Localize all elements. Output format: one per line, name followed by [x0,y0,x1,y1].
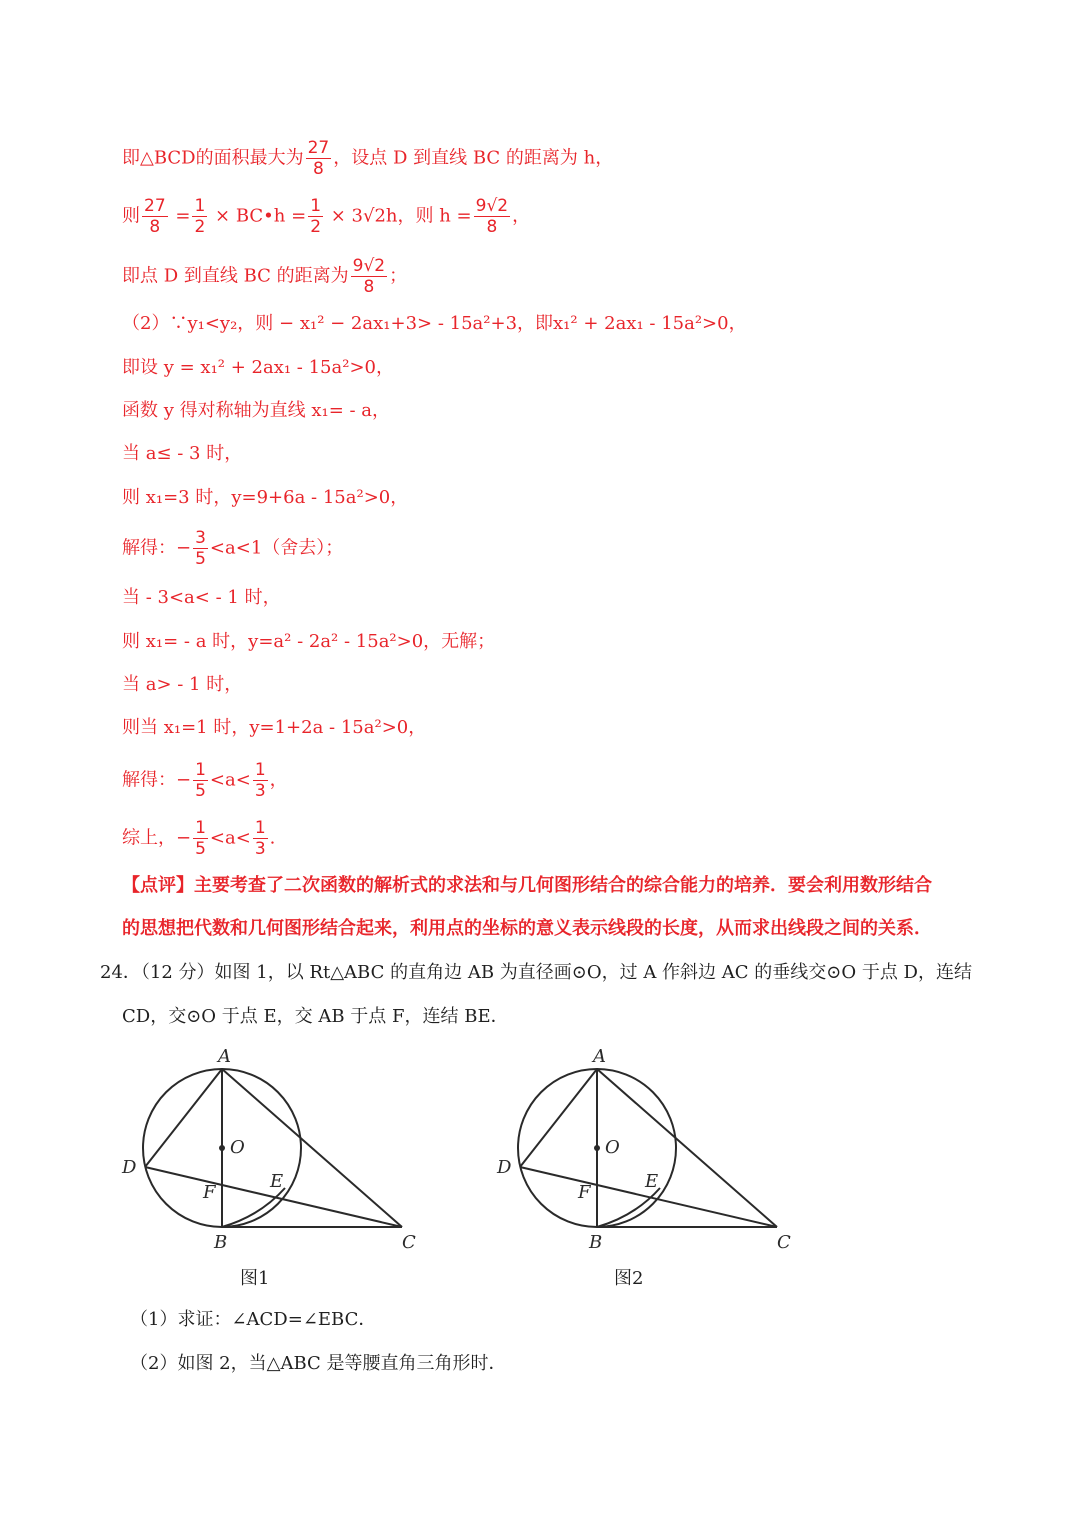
numerator: 1 [195,760,206,780]
denominator: 3 [254,839,266,859]
denominator: 3 [254,781,266,801]
figure-2-caption: 图2 [614,1268,644,1289]
problem-line-1: 24．（12 分）如图 1，以 Rt△ABC 的直角边 AB 为直径画⊙O，过 A 作斜边 AC 的垂线交⊙O 于点 D，连结 [100,962,972,983]
denominator: 2 [194,217,206,237]
label-c: C [777,1232,791,1253]
text: <a< [209,827,251,849]
segment-ad [145,1069,222,1167]
solution-line-13: 则当 x₁=1 时，y=1+2a - 15a²>0， [122,717,427,738]
text: <a< [209,769,251,791]
solution-line-1 [122,138,613,179]
numerator: 1 [310,196,322,216]
numerator: 1 [195,818,206,838]
numerator: 3 [195,528,206,548]
fraction [306,138,332,179]
numerator: 1 [254,760,266,780]
text: 解得：− [122,769,192,791]
segment-ad [520,1069,597,1167]
text: ，设点 D 到直线 BC 的距离为 h， [333,147,614,169]
label-a: A [593,1046,606,1067]
denominator: 5 [195,549,206,569]
text: 主要考查了二次函数的解析式的求法和与几何图形结合的综合能力的培养．要会利用数形结合 [194,875,932,896]
fraction [474,196,510,237]
fraction [142,196,168,237]
comment-tag: 【点评】 [122,875,194,896]
center-point [594,1145,600,1151]
label-f: F [203,1182,216,1203]
numerator: 9√2 [352,256,386,276]
solution-line-12: 当 a> - 1 时， [122,674,243,695]
numerator: 1 [194,196,206,216]
label-f: F [578,1182,591,1203]
denominator: 8 [149,217,161,237]
text: ； [389,265,408,287]
solution-line-10: 当 - 3<a< - 1 时， [122,587,281,608]
text: 则 [122,205,140,227]
label-d: D [497,1157,512,1178]
label-e: E [270,1171,284,1192]
figure-1 [110,1040,430,1260]
text: = [175,205,191,227]
solution-line-6: 函数 y 得对称轴为直线 x₁= - a， [122,400,391,421]
fraction [308,196,323,237]
comment-line-1 [122,874,932,898]
segment-ac [597,1069,777,1227]
fraction [253,760,268,801]
question-1: （1）求证：∠ACD=∠EBC． [130,1309,377,1330]
denominator: 8 [363,277,375,297]
text: 综上，− [122,827,192,849]
comment-line-2: 的思想把代数和几何图形结合起来，利用点的坐标的意义表示线段的长度，从而求出线段之间的关系． [122,918,932,939]
text: × BC•h = [215,205,307,227]
numerator: 27 [307,138,330,158]
label-b: B [214,1232,228,1253]
fraction [192,196,207,237]
label-o: O [605,1137,620,1158]
solution-line-5: 即设 y = x₁² + 2ax₁ - 15a²>0， [122,357,394,378]
solution-line-14 [122,760,288,801]
solution-line-7: 当 a≤ - 3 时， [122,443,243,464]
label-a: A [218,1046,231,1067]
denominator: 5 [195,781,206,801]
denominator: 2 [310,217,322,237]
fraction [193,528,208,569]
fraction [351,256,387,297]
text: 即△BCD的面积最大为 [122,147,304,169]
label-c: C [402,1232,416,1253]
fraction [193,818,208,859]
denominator: 8 [486,217,498,237]
problem-line-2: CD，交⊙O 于点 E，交 AB 于点 F，连结 BE． [122,1006,509,1027]
solution-line-8: 则 x₁=3 时，y=9+6a - 15a²>0， [122,487,409,508]
text: ， [512,205,531,227]
text: ， [269,769,288,791]
segment-ac [222,1069,402,1227]
solution-line-3 [122,256,407,297]
numerator: 27 [144,196,166,216]
fraction [193,760,208,801]
denominator: 8 [313,159,324,179]
center-point [219,1145,225,1151]
text: . [269,827,276,849]
text: <a<1（舍去）； [209,537,344,559]
numerator: 9√2 [475,196,509,216]
figure-2 [485,1040,805,1260]
solution-line-2 [122,196,530,237]
solution-line-15 [122,818,275,859]
solution-line-9 [122,528,343,569]
label-e: E [645,1171,659,1192]
solution-line-11: 则 x₁= - a 时，y=a² - 2a² - 15a²>0，无解； [122,631,496,652]
figure-1-caption: 图1 [240,1268,270,1289]
label-d: D [122,1157,137,1178]
label-b: B [589,1232,603,1253]
text: 即点 D 到直线 BC 的距离为 [122,265,349,287]
text: × 3√2h，则 h = [330,205,472,227]
fraction [253,818,268,859]
label-o: O [230,1137,245,1158]
solution-line-4: （2）∵y₁<y₂，则 − x₁² − 2ax₁+3> - 15a²+3，即x₁² + 2ax₁ - 15a²>0， [122,313,747,334]
text: 解得：− [122,537,192,559]
denominator: 5 [195,839,206,859]
question-2: （2）如图 2，当△ABC 是等腰直角三角形时． [130,1353,507,1374]
numerator: 1 [254,818,266,838]
